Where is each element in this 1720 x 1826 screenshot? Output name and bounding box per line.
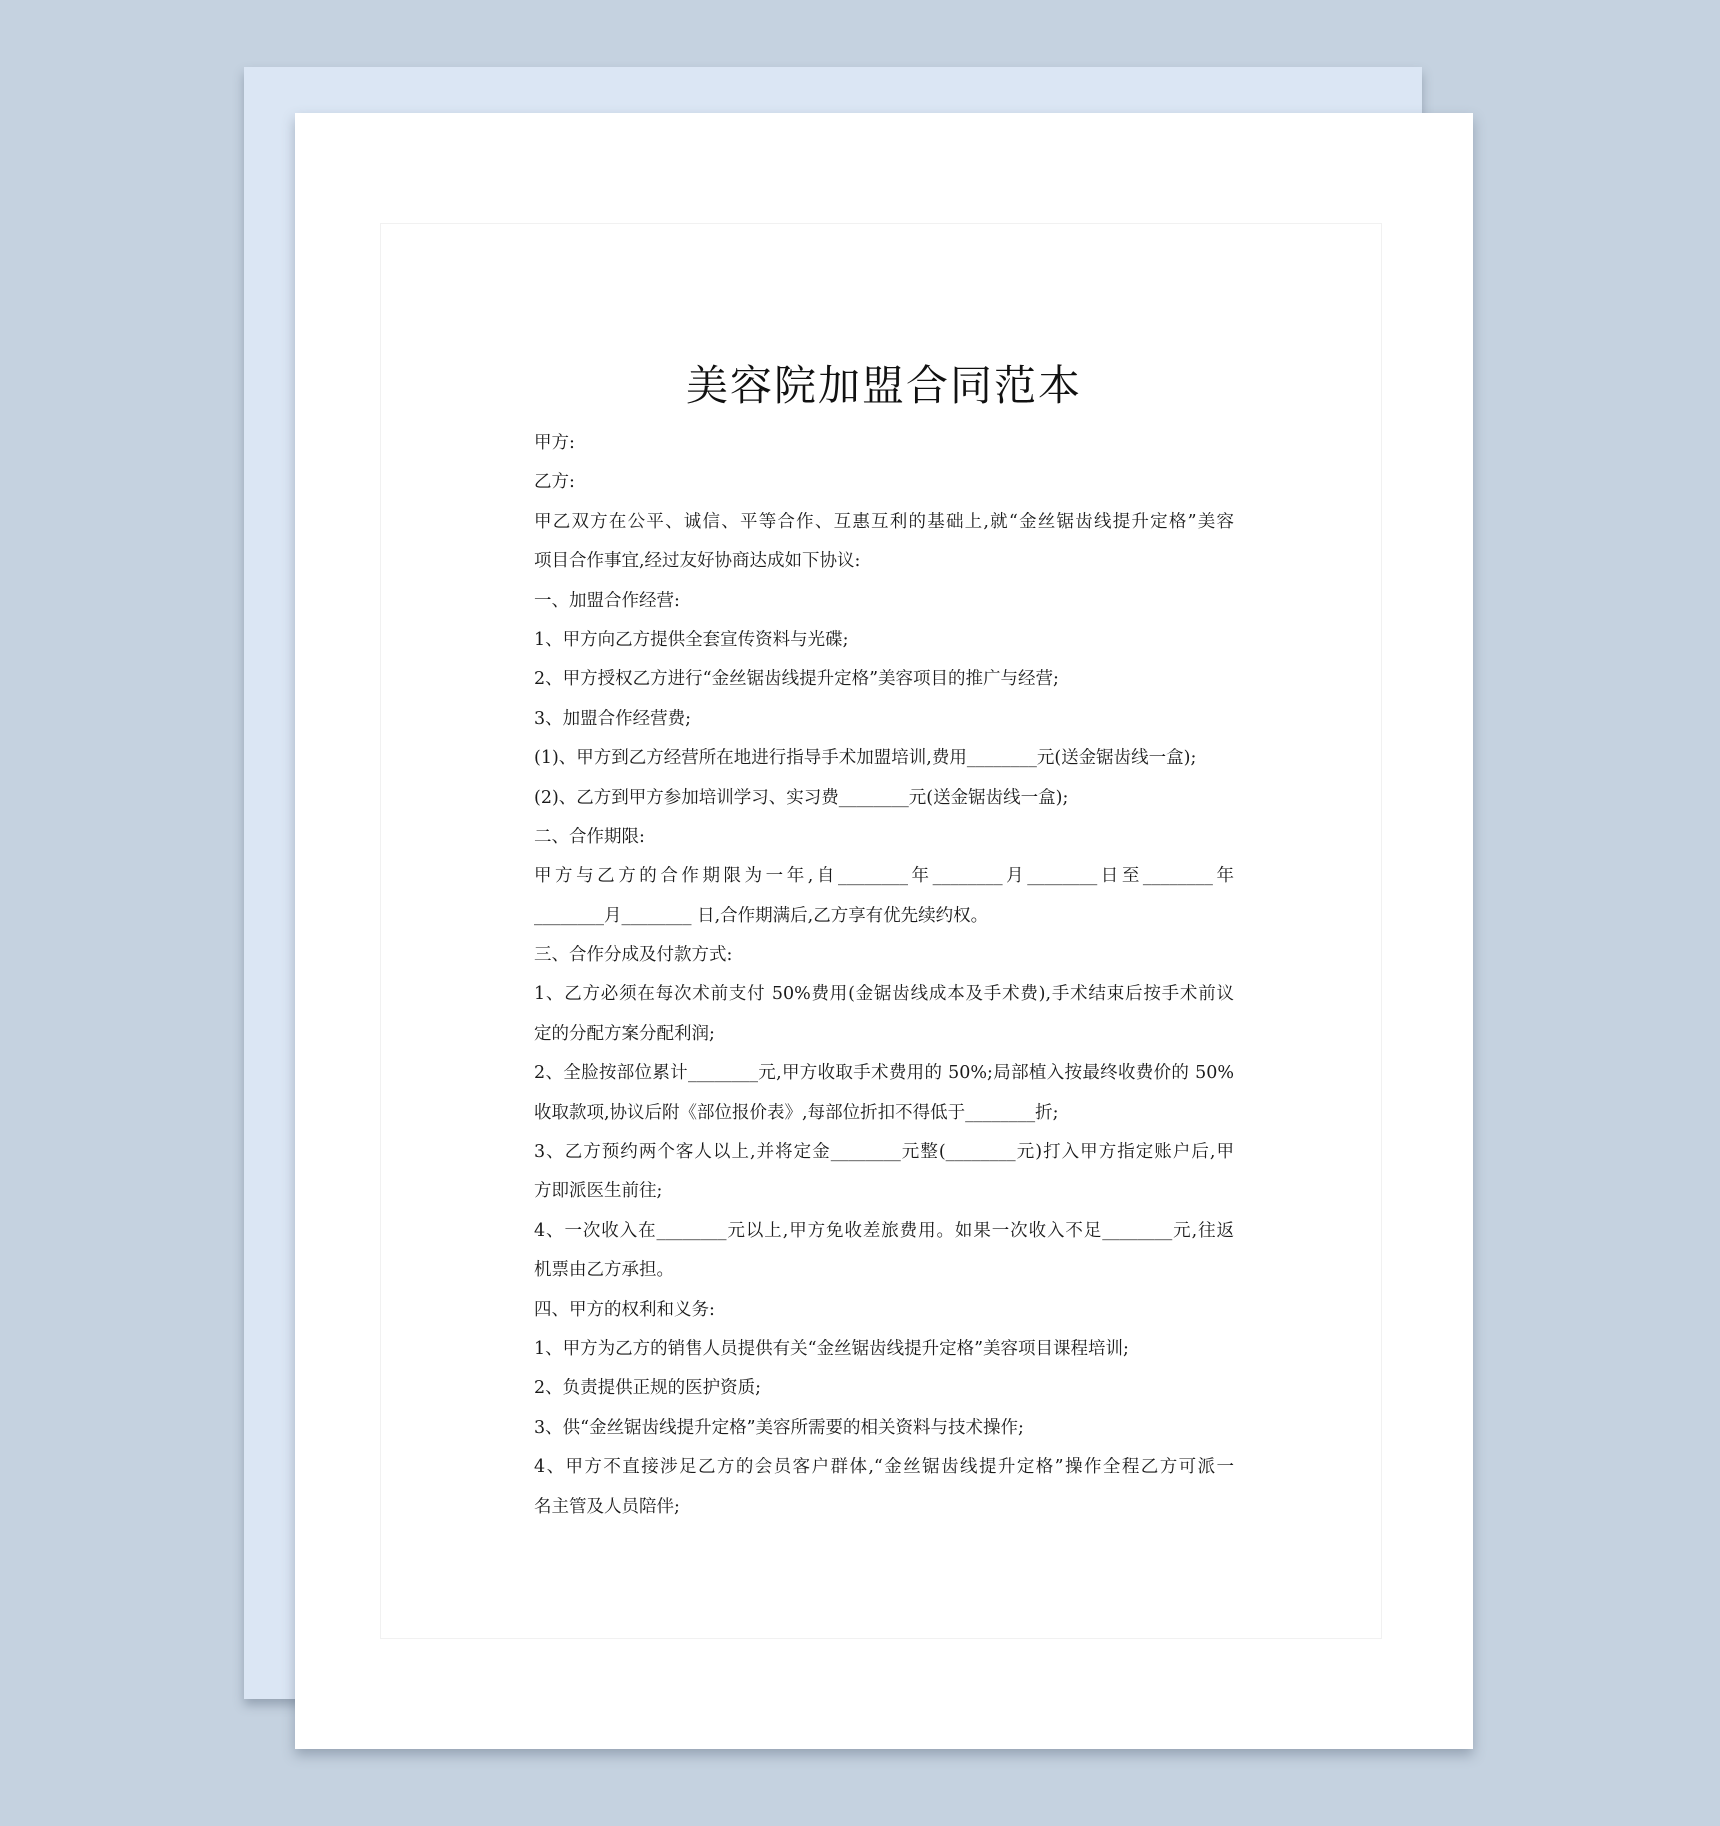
clause-line: 1、甲方向乙方提供全套宣传资料与光碟;: [534, 629, 849, 650]
document-body: [534, 424, 1234, 1527]
party-b-line: 乙方:: [534, 472, 575, 493]
clause-line: 定的分配方案分配利润;: [534, 1023, 715, 1044]
clause-line: 名主管及人员陪伴;: [534, 1496, 680, 1517]
section-heading: 四、甲方的权利和义务:: [534, 1299, 715, 1320]
section-heading: 三、合作分成及付款方式:: [534, 945, 733, 966]
clause-line: 机票由乙方承担。: [534, 1260, 674, 1281]
clause-line: ________月________ 日,合作期满后,乙方享有优先续约权。: [534, 905, 989, 926]
clause-line: 甲方与乙方的合作期限为一年,自________年________月________日至________年: [534, 866, 1234, 887]
clause-line: 3、乙方预约两个客人以上,并将定金________元整(________元)打入甲方指定账户后,甲: [534, 1142, 1234, 1163]
section-heading: 二、合作期限:: [534, 826, 645, 847]
clause-line: 1、甲方为乙方的销售人员提供有关“金丝锯齿线提升定格”美容项目课程培训;: [534, 1338, 1129, 1359]
document-page: [295, 113, 1473, 1749]
section-heading: 一、加盟合作经营:: [534, 590, 680, 611]
clause-line: 收取款项,协议后附《部位报价表》,每部位折扣不得低于________折;: [534, 1102, 1059, 1123]
clause-line: 4、甲方不直接涉足乙方的会员客户群体,“金丝锯齿线提升定格”操作全程乙方可派一: [534, 1457, 1234, 1478]
clause-line: 2、负责提供正规的医护资质;: [534, 1378, 762, 1399]
preamble-line: 甲乙双方在公平、诚信、平等合作、互惠互利的基础上,就“金丝锯齿线提升定格”美容: [534, 511, 1234, 532]
clause-line: 2、甲方授权乙方进行“金丝锯齿线提升定格”美容项目的推广与经营;: [534, 669, 1059, 690]
clause-line: 3、供“金丝锯齿线提升定格”美容所需要的相关资料与技术操作;: [534, 1417, 1024, 1438]
clause-line: (2)、乙方到甲方参加培训学习、实习费________元(送金锯齿线一盒);: [534, 787, 1069, 808]
clause-line: 3、加盟合作经营费;: [534, 708, 692, 729]
clause-line: 1、乙方必须在每次术前支付 50%费用(金锯齿线成本及手术费),手术结束后按手术前议: [534, 984, 1234, 1005]
clause-line: 方即派医生前往;: [534, 1181, 663, 1202]
clause-line: (1)、甲方到乙方经营所在地进行指导手术加盟培训,费用________元(送金锯齿线一盒);: [534, 748, 1197, 769]
party-a-line: 甲方:: [534, 433, 575, 453]
clause-line: 4、一次收入在________元以上,甲方免收差旅费用。如果一次收入不足________元,往返: [534, 1220, 1234, 1241]
document-title: 美容院加盟合同范本: [685, 361, 1082, 410]
clause-line: 2、全脸按部位累计________元,甲方收取手术费用的 50%;局部植入按最终收费价的 50%: [534, 1063, 1234, 1084]
preamble-line: 项目合作事宜,经过友好协商达成如下协议:: [534, 551, 861, 572]
